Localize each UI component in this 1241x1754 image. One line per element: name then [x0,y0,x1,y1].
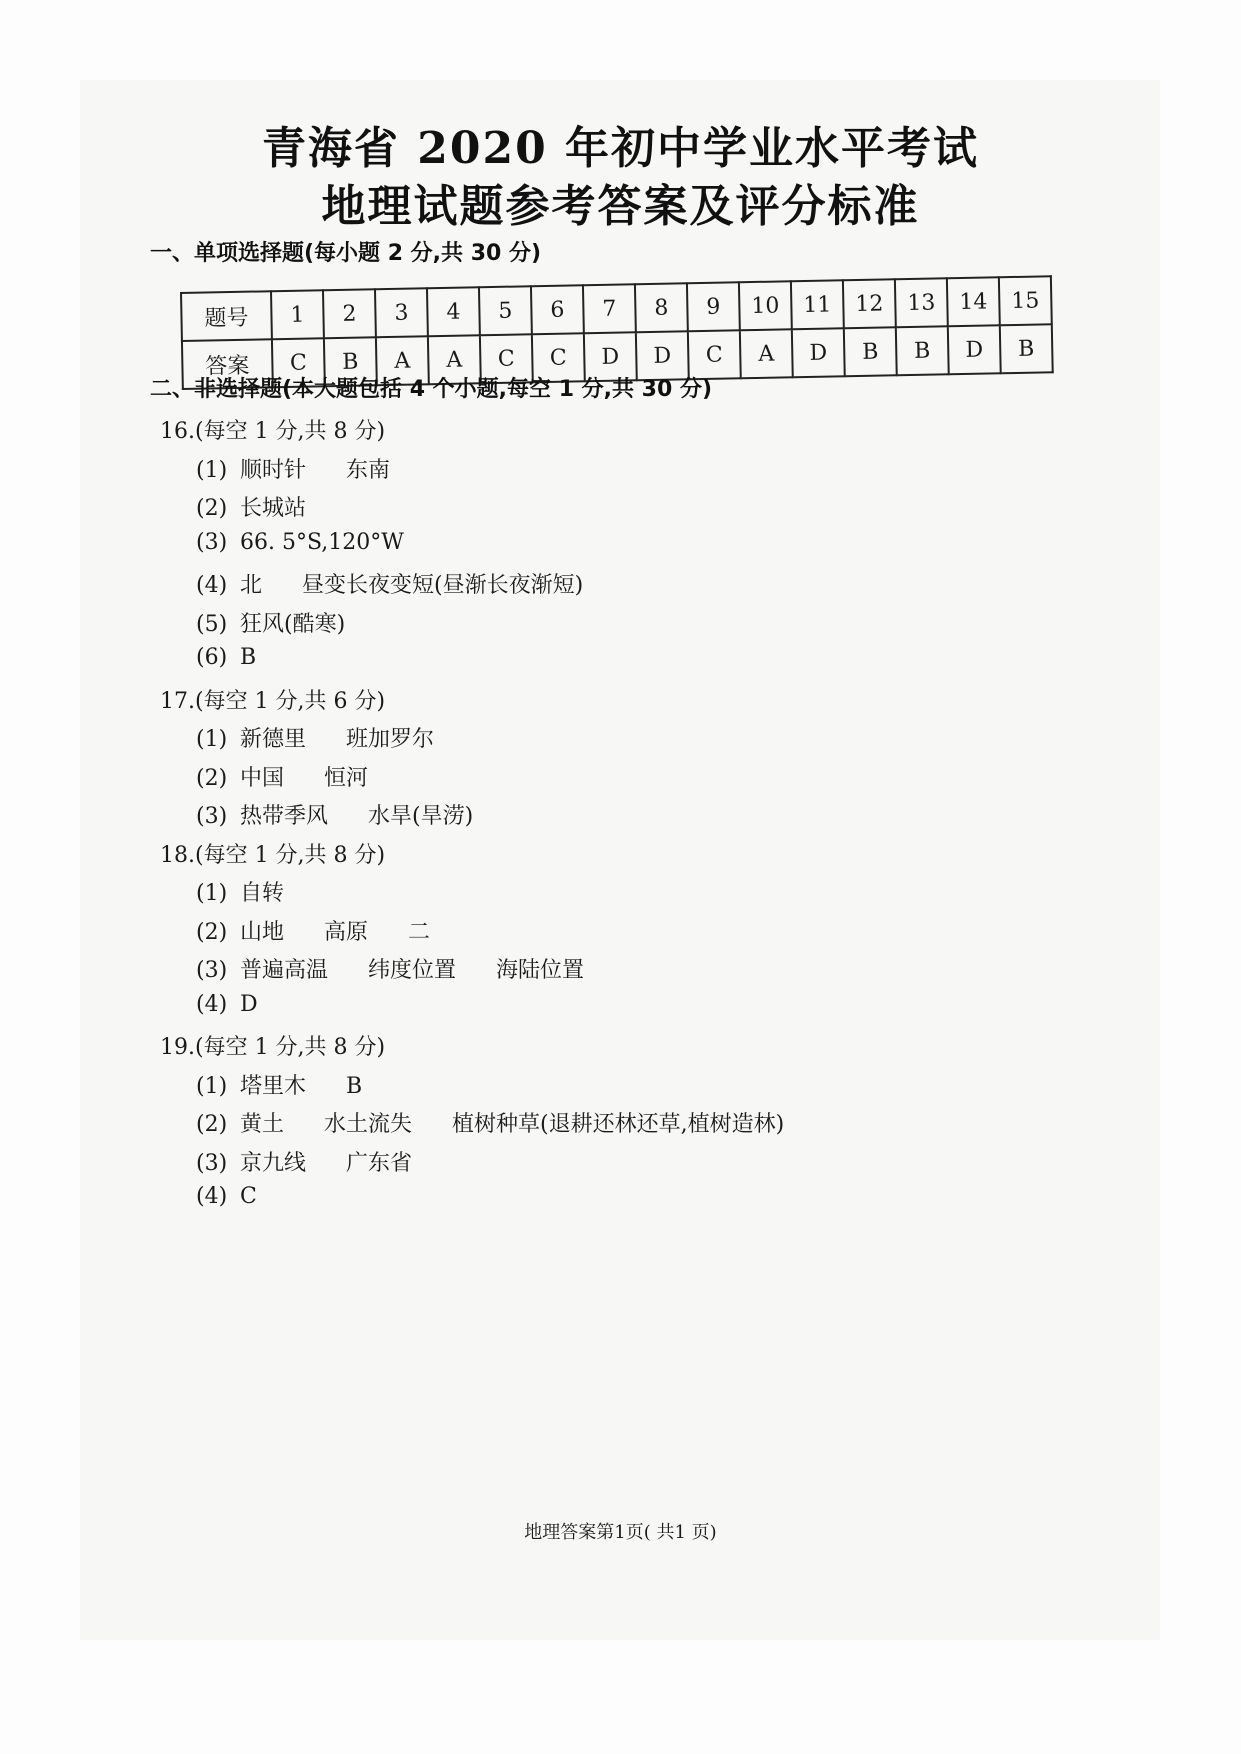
sub-question-label: (3) [196,958,228,983]
answer-line [196,607,345,638]
table-cell-number: 14 [947,277,1000,326]
answer-line [196,761,368,792]
answer-text: C [240,1184,257,1209]
answer-text: 顺时针 [240,457,307,483]
table-cell-answer: C [688,330,741,379]
answer-text: 京九线 [240,1150,307,1176]
table-cell-answer: C [480,334,533,383]
answer-text: D [240,991,258,1017]
question-heading: 16.(每空 1 分,共 8 分) [160,419,386,444]
answer-text: 新德里 [240,727,307,752]
answer-line [196,915,430,946]
answer-text: 长城站 [240,496,307,521]
table-cell-answer: B [896,326,949,375]
table-cell-number: 13 [895,278,948,327]
answer-line [196,1069,362,1100]
question-heading: 17.(每空 1 分,共 6 分) [160,688,386,714]
answer-text: 班加罗尔 [346,727,435,752]
answer-text: 黄土 [240,1112,285,1137]
sub-question-label: (4) [196,991,228,1017]
question-heading: 18.(每空 1 分,共 8 分) [160,842,386,868]
answer-line [196,530,404,555]
sub-question-label: (4) [196,573,228,598]
sub-question-label: (2) [196,496,228,521]
table-cell-number: 8 [635,283,688,332]
document-title-line-1: 青海省 2020 年初中学业水平考试 [261,123,980,174]
answer-line [196,1184,257,1209]
sub-question-label: (2) [196,765,228,791]
table-cell-number: 9 [687,282,740,331]
sub-question-label: (6) [196,645,228,670]
answer-text: 塔里木 [240,1073,307,1099]
answer-text: B [346,1073,363,1099]
answer-text: 纬度位置 [368,958,457,983]
table-header-answer: 答案 [182,339,273,389]
table-cell-number: 11 [791,280,844,329]
answer-line [196,1107,784,1138]
answer-line [196,799,473,830]
sub-question-label: (3) [196,804,228,829]
sub-question-label: (5) [196,611,228,637]
sub-question-label: (1) [196,1073,228,1099]
table-cell-number: 6 [531,285,584,334]
table-cell-number: 10 [739,281,792,330]
answer-text: 高原 [324,919,369,945]
answer-text: 水土流失 [324,1112,413,1137]
answer-line [196,1146,412,1177]
table-cell-answer: A [740,329,793,378]
table-cell-number: 1 [271,290,324,339]
table-cell-answer: D [792,328,845,377]
section-2-heading: 二、非选择题(本大题包括 4 个小题,每空 1 分,共 30 分) [150,377,713,402]
answer-text: 热带季风 [240,804,329,829]
answer-text: 海陆位置 [496,958,585,983]
answer-text: 水旱(旱涝) [368,804,474,829]
sub-question-label: (4) [196,1184,228,1209]
table-cell-answer: A [376,336,429,385]
sub-question-label: (3) [196,529,228,555]
table-cell-answer: C [272,338,325,387]
table-cell-number: 4 [427,287,480,336]
answer-text: 昼变长夜变短(昼渐长夜渐短) [302,573,584,598]
table-cell-number: 12 [843,279,896,328]
answer-line [196,722,434,753]
answer-text: 中国 [240,765,285,791]
document-title-line-2: 地理试题参考答案及评分标准 [321,181,920,232]
section-1-heading: 一、单项选择题(每小题 2 分,共 30 分) [150,241,542,266]
sub-question-label: (2) [196,919,228,945]
table-cell-answer: B [324,337,377,386]
sub-question-label: (2) [196,1112,228,1137]
answer-text: B [240,645,257,670]
table-header-number: 题号 [181,291,272,341]
table-cell-answer: B [844,327,897,376]
answer-text: 二 [408,919,431,945]
answer-text: 恒河 [324,765,369,791]
table-cell-number: 5 [479,286,532,335]
answer-text: 66. 5°S,120°W [240,529,404,555]
answer-text: 北 [240,573,263,598]
table-cell-number: 3 [375,288,428,337]
table-cell-answer: D [948,325,1001,374]
answer-text: 自转 [240,881,285,906]
table-cell-answer: D [636,331,689,380]
answer-text: 植树种草(退耕还林还草,植树造林) [452,1112,785,1137]
table-cell-answer: D [584,332,637,381]
page-footer: 地理答案第1页( 共1 页) [524,1522,717,1543]
answer-text: 山地 [240,919,285,945]
table-cell-number: 7 [583,284,636,333]
answer-line [196,568,583,599]
answer-line [196,453,390,484]
answer-text: 广东省 [346,1150,413,1176]
answer-line [196,992,258,1017]
answer-line [196,491,306,522]
sub-question-label: (3) [196,1150,228,1176]
answer-line [196,953,584,984]
table-cell-answer: A [428,335,481,384]
answer-line [196,645,256,670]
sub-question-label: (1) [196,457,228,483]
table-cell-number: 15 [999,276,1052,325]
table-cell-number: 2 [323,289,376,338]
answer-text: 普遍高温 [240,958,329,983]
answer-line [196,876,284,907]
answer-text: 狂风(酷寒) [240,611,346,637]
table-cell-answer: B [1000,324,1053,373]
answer-text: 东南 [346,457,391,483]
sub-question-label: (1) [196,881,228,906]
table-cell-answer: C [532,333,585,382]
question-heading: 19.(每空 1 分,共 8 分) [160,1035,386,1060]
sub-question-label: (1) [196,727,228,752]
